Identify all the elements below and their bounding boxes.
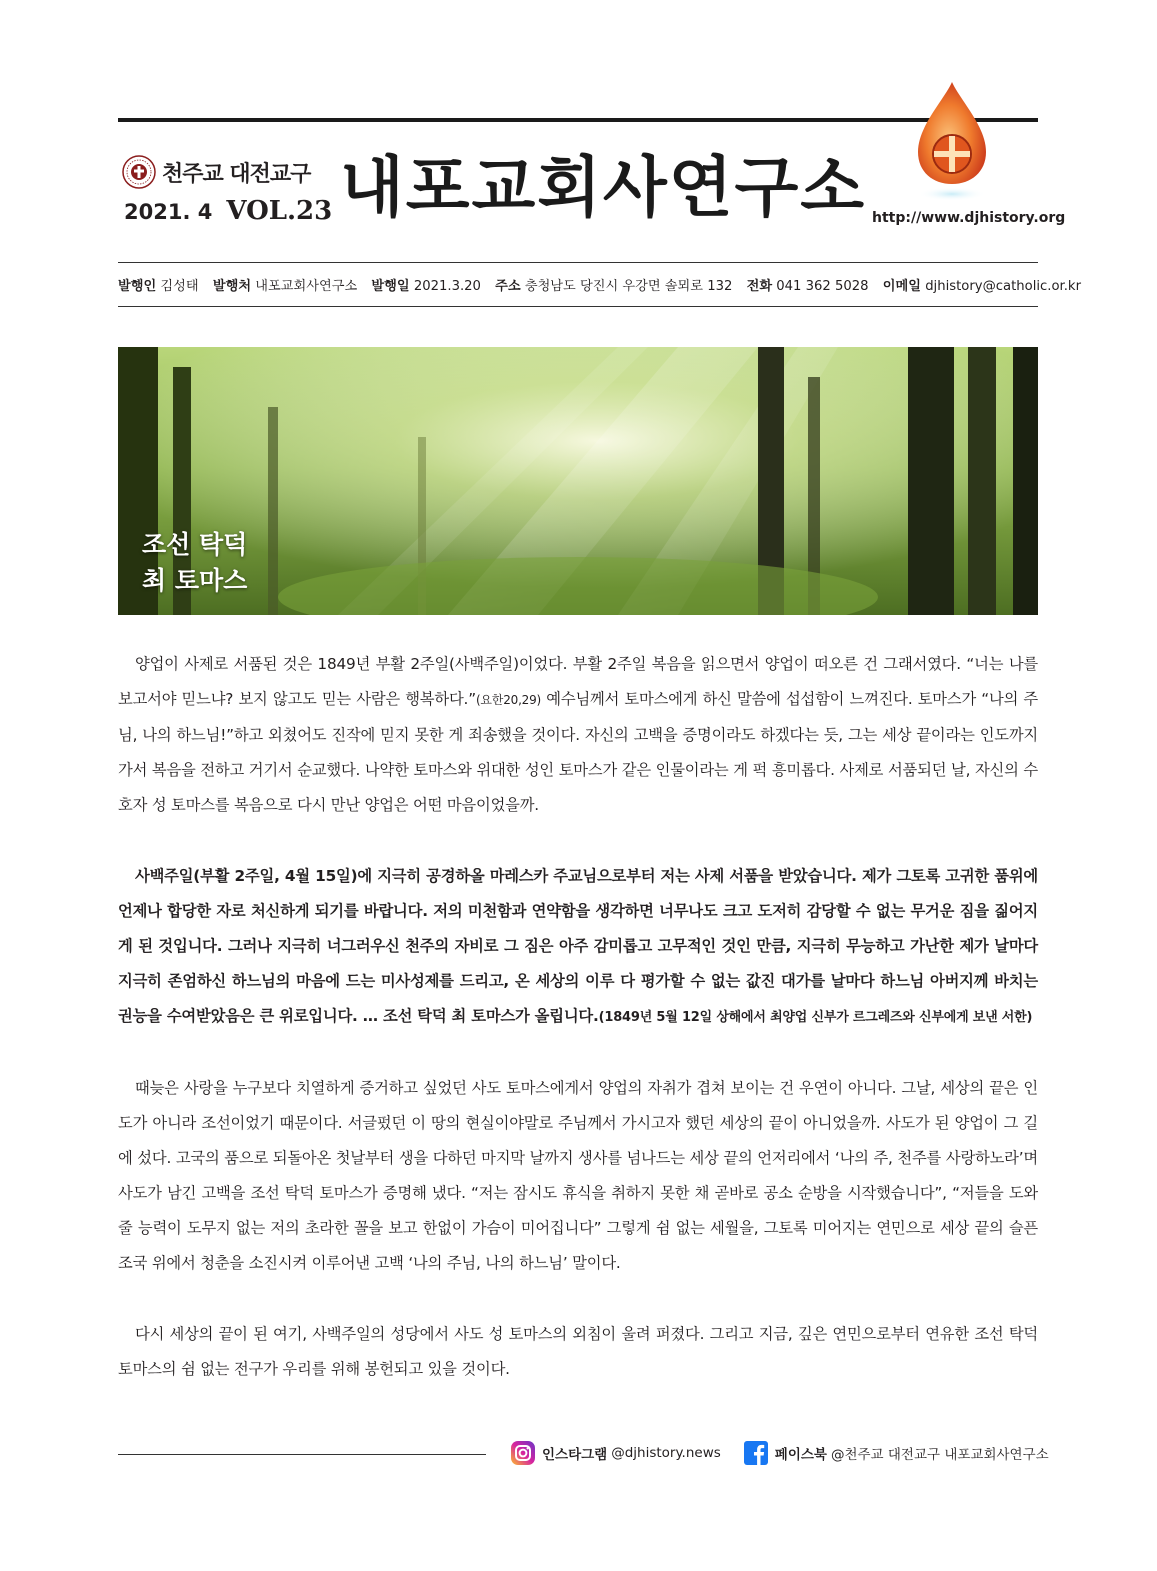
top-rule (118, 118, 1038, 122)
date-label: 발행일 (371, 279, 410, 294)
issue-info (124, 196, 332, 236)
quote-source-note: (1849년 5월 12일 상해에서 최양업 신부가 르그레즈와 신부에게 보낸 서한) (598, 1010, 1033, 1025)
hero-title-line1: 조선 탁덕 (142, 530, 248, 559)
paragraph-text: 예수님께서 토마스에게 하신 말씀에 섭섭함이 느껴진다. 토마스가 “나의 주님, 나의 하느님!”하고 외쳤어도 진작에 믿지 못한 게 죄송했을 것이다. 자신의 고백을 증명이라도 하겠다는 듯, 그는 세상 끝이라는 인도까지 가서 복음을 전하고 거기서 순교했다. 나약한 토마스와 위대한 성인 토마스가 같은 인물이라는 게 퍽 흥미롭다. 사제로 서품되던 날, 자신의 수호자 성 토마스를 복음으로 다시 만난 양업은 어떤 마음이었을까. (118, 690, 1038, 814)
article-paragraph-4: 다시 세상의 끝이 된 여기, 사백주일의 성당에서 사도 성 토마스의 외침이 울려 퍼졌다. 그리고 지금, 깊은 연민으로부터 연유한 조선 탁덕 토마스의 쉼 없는 전구가 우리를 위해 봉헌되고 있을 것이다. (118, 1325, 1038, 1378)
instagram-label: 인스타그램 (542, 1447, 608, 1463)
publisher-label: 발행인 (118, 279, 157, 294)
masthead-title: 내포교회사연구소 (340, 149, 867, 226)
phone: 041 362 5028 (776, 279, 869, 294)
address-label: 주소 (495, 279, 521, 294)
blood-drop-cross-logo (912, 78, 992, 208)
forest-illustration (118, 347, 1038, 615)
publication-info (118, 275, 1081, 294)
instagram-link[interactable] (510, 1440, 721, 1466)
hero-title (142, 527, 247, 599)
issue-date: 2021. 4 (124, 200, 213, 224)
diocese-name: 천주교 대전교구 (162, 161, 311, 187)
article-body (118, 647, 1038, 1387)
phone-label: 전화 (746, 279, 773, 294)
place-label: 발행처 (212, 279, 252, 294)
facebook-label: 페이스북 (774, 1447, 827, 1463)
quote-text: 사백주일(부활 2주일, 4월 15일)에 지극히 공경하올 마레스카 주교님으로부터 저는 사제 서품을 받았습니다. 제가 그토록 고귀한 품위에 언제나 합당한 자로 처신하게 되기를 바랍니다. 저의 미천함과 연약함을 생각하면 너무나도 크고 도저히 감당할 수 없는 무거운 짐을 짊어지게 된 것입니다. 그러나 지극히 너그러우신 천주의 자비로 그 짐은 아주 감미롭고 고무적인 것인 만큼, 지극히 무능하고 가난한 제가 날마다 지극히 존엄하신 하느님의 마음에 드는 미사성제를 드리고, 온 세상의 이루 다 평가할 수 없는 값진 대가를 날마다 하느님 아버지께 바치는 권능을 수여받았음은 큰 위로입니다. … 조선 탁덕 최 토마스가 올립니다. (118, 867, 1038, 1025)
issue-volume: VOL.23 (226, 196, 333, 226)
diocese-seal-icon (122, 155, 156, 189)
footer-rule (118, 1454, 486, 1455)
facebook-handle: @천주교 대전교구 내포교회사연구소 (830, 1447, 1049, 1463)
address: 충청남도 당진시 우강면 솔뫼로 132 (524, 279, 733, 294)
facebook-icon (743, 1440, 769, 1466)
instagram-icon (510, 1440, 536, 1466)
diocese-org (122, 152, 310, 192)
publisher: 김성태 (160, 279, 199, 294)
divider (118, 306, 1038, 307)
divider (118, 262, 1038, 263)
article-paragraph-3: 때늦은 사랑을 누구보다 치열하게 증거하고 싶었던 사도 토마스에게서 양업의 자취가 겹쳐 보이는 건 우연이 아니다. 그날, 세상의 끝은 인도가 아니라 조선이었기 때문이다. 서글펐던 이 땅의 현실이야말로 주님께서 가시고자 했던 세상의 끝이 아니었을까. 사도가 된 양업이 그 길에 섰다. 고국의 품으로 되돌아온 첫날부터 생을 다하던 마지막 날까지 생사를 넘나드는 세상 끝의 언저리에서 ‘나의 주, 천주를 사랑하노라’며 사도가 남긴 고백을 조선 탁덕 토마스가 증명해 냈다. “저는 잠시도 휴식을 취하지 못한 채 곧바로 공소 순방을 시작했습니다”, “저들을 도와줄 능력이 도무지 없는 저의 초라한 꼴을 보고 한없이 가슴이 미어집니다” 그렇게 쉼 없는 세월을, 그토록 미어지는 연민으로 세상 끝의 슬픈 조국 위에서 청춘을 소진시켜 이루어낸 고백 ‘나의 주님, 나의 하느님’ 말이다. (118, 1079, 1038, 1272)
facebook-link[interactable] (743, 1440, 1049, 1466)
place: 내포교회사연구소 (255, 279, 358, 294)
pub-date: 2021.3.20 (413, 279, 481, 294)
website-url[interactable]: http://www.djhistory.org (872, 210, 1066, 226)
letter-quote (118, 859, 1038, 1035)
hero-forest-image (118, 347, 1038, 615)
email[interactable]: djhistory@catholic.or.kr (925, 279, 1081, 294)
article-paragraph-1 (118, 647, 1038, 823)
instagram-handle: @djhistory.news (611, 1445, 721, 1461)
hero-title-line2: 최 토마스 (142, 566, 248, 595)
paragraph-text: 양업이 사제로 서품된 것은 1849년 부활 2주일(사백주일)이었다. 부활 2주일 복음을 읽으면서 양업이 떠오른 건 그래서였다. “너는 나를 보고서야 믿느냐? 보지 않고도 믿는 사람은 행복하다.” (118, 655, 1038, 708)
bible-citation: (요한20,29) (475, 693, 542, 707)
email-label: 이메일 (882, 279, 921, 294)
social-links (510, 1440, 1049, 1466)
